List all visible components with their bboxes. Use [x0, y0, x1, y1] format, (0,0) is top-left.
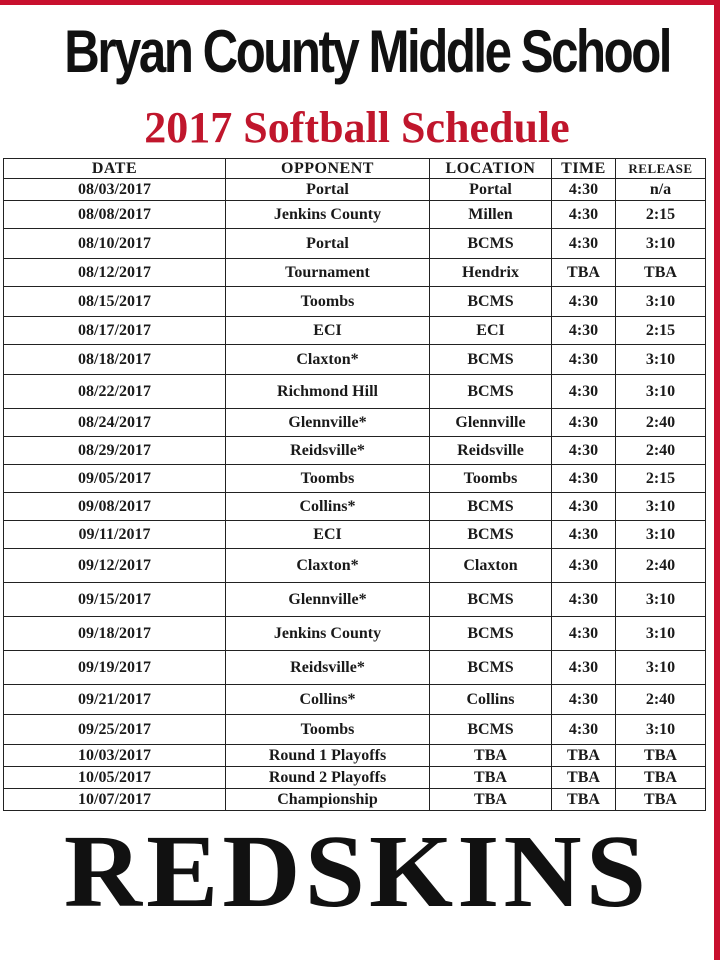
date-cell: 08/15/2017: [4, 287, 226, 317]
release-cell: 2:40: [616, 437, 706, 465]
table-row: [4, 789, 706, 811]
release-cell: 3:10: [616, 521, 706, 549]
table-row: [4, 521, 706, 549]
location-cell: BCMS: [430, 583, 552, 617]
column-header-release: RELEASE: [616, 159, 706, 179]
release-cell: 3:10: [616, 493, 706, 521]
location-cell: Reidsville: [430, 437, 552, 465]
release-cell: 3:10: [616, 375, 706, 409]
table-row: [4, 375, 706, 409]
time-cell: 4:30: [552, 651, 616, 685]
location-cell: TBA: [430, 745, 552, 767]
release-cell: n/a: [616, 179, 706, 201]
team-name: REDSKINS: [63, 814, 651, 929]
table-row: [4, 617, 706, 651]
table-row: [4, 745, 706, 767]
time-cell: 4:30: [552, 583, 616, 617]
location-cell: Collins: [430, 685, 552, 715]
release-cell: TBA: [616, 789, 706, 811]
date-cell: 09/15/2017: [4, 583, 226, 617]
location-cell: BCMS: [430, 493, 552, 521]
table-row: [4, 685, 706, 715]
date-cell: 08/22/2017: [4, 375, 226, 409]
time-cell: TBA: [552, 789, 616, 811]
time-cell: TBA: [552, 767, 616, 789]
school-title: Bryan County Middle School: [64, 18, 671, 85]
table-row: [4, 493, 706, 521]
location-cell: ECI: [430, 317, 552, 345]
opponent-cell: Claxton*: [226, 345, 430, 375]
opponent-cell: Reidsville*: [226, 437, 430, 465]
date-cell: 09/19/2017: [4, 651, 226, 685]
date-cell: 08/24/2017: [4, 409, 226, 437]
release-cell: 2:15: [616, 201, 706, 229]
opponent-cell: Toombs: [226, 287, 430, 317]
column-header-date: DATE: [4, 159, 226, 179]
table-row: [4, 465, 706, 493]
location-cell: BCMS: [430, 287, 552, 317]
location-cell: BCMS: [430, 521, 552, 549]
table-row: [4, 317, 706, 345]
location-cell: Glennville: [430, 409, 552, 437]
date-cell: 08/29/2017: [4, 437, 226, 465]
date-cell: 08/18/2017: [4, 345, 226, 375]
column-header-location: LOCATION: [430, 159, 552, 179]
date-cell: 09/18/2017: [4, 617, 226, 651]
time-cell: 4:30: [552, 493, 616, 521]
time-cell: 4:30: [552, 287, 616, 317]
opponent-cell: Toombs: [226, 715, 430, 745]
table-row: [4, 287, 706, 317]
time-cell: 4:30: [552, 345, 616, 375]
date-cell: 10/05/2017: [4, 767, 226, 789]
opponent-cell: ECI: [226, 521, 430, 549]
date-cell: 09/21/2017: [4, 685, 226, 715]
table-row: [4, 229, 706, 259]
location-cell: Hendrix: [430, 259, 552, 287]
release-cell: 2:15: [616, 465, 706, 493]
time-cell: TBA: [552, 745, 616, 767]
date-cell: 08/03/2017: [4, 179, 226, 201]
opponent-cell: Glennville*: [226, 409, 430, 437]
table-row: [4, 259, 706, 287]
table-row: [4, 549, 706, 583]
release-cell: 3:10: [616, 651, 706, 685]
time-cell: 4:30: [552, 465, 616, 493]
release-cell: 2:40: [616, 549, 706, 583]
location-cell: Millen: [430, 201, 552, 229]
table-row: [4, 651, 706, 685]
release-cell: 3:10: [616, 229, 706, 259]
schedule-body: [4, 179, 706, 811]
location-cell: BCMS: [430, 651, 552, 685]
release-cell: TBA: [616, 259, 706, 287]
time-cell: 4:30: [552, 549, 616, 583]
time-cell: 4:30: [552, 409, 616, 437]
opponent-cell: Collins*: [226, 493, 430, 521]
date-cell: 09/25/2017: [4, 715, 226, 745]
table-row: [4, 345, 706, 375]
date-cell: 08/08/2017: [4, 201, 226, 229]
date-cell: 09/08/2017: [4, 493, 226, 521]
date-cell: 10/07/2017: [4, 789, 226, 811]
date-cell: 08/12/2017: [4, 259, 226, 287]
location-cell: BCMS: [430, 715, 552, 745]
time-cell: 4:30: [552, 229, 616, 259]
date-cell: 08/17/2017: [4, 317, 226, 345]
opponent-cell: Reidsville*: [226, 651, 430, 685]
location-cell: TBA: [430, 789, 552, 811]
release-cell: 3:10: [616, 583, 706, 617]
release-cell: TBA: [616, 745, 706, 767]
time-cell: 4:30: [552, 617, 616, 651]
opponent-cell: Round 1 Playoffs: [226, 745, 430, 767]
release-cell: 3:10: [616, 345, 706, 375]
table-row: [4, 715, 706, 745]
time-cell: 4:30: [552, 715, 616, 745]
release-cell: 2:40: [616, 685, 706, 715]
table-row: [4, 179, 706, 201]
time-cell: 4:30: [552, 521, 616, 549]
release-cell: 3:10: [616, 715, 706, 745]
opponent-cell: Championship: [226, 789, 430, 811]
release-cell: 3:10: [616, 287, 706, 317]
location-cell: Claxton: [430, 549, 552, 583]
table-row: [4, 583, 706, 617]
location-cell: Toombs: [430, 465, 552, 493]
release-cell: 2:15: [616, 317, 706, 345]
schedule-table: [3, 158, 706, 811]
opponent-cell: Glennville*: [226, 583, 430, 617]
date-cell: 10/03/2017: [4, 745, 226, 767]
opponent-cell: Portal: [226, 229, 430, 259]
time-cell: 4:30: [552, 179, 616, 201]
schedule-title: 2017 Softball Schedule: [144, 103, 570, 152]
table-row: [4, 201, 706, 229]
time-cell: 4:30: [552, 201, 616, 229]
table-header-row: [4, 159, 706, 179]
time-cell: 4:30: [552, 317, 616, 345]
schedule-table-wrap: [3, 158, 705, 811]
opponent-cell: Jenkins County: [226, 201, 430, 229]
time-cell: 4:30: [552, 685, 616, 715]
opponent-cell: Jenkins County: [226, 617, 430, 651]
opponent-cell: Collins*: [226, 685, 430, 715]
opponent-cell: Claxton*: [226, 549, 430, 583]
opponent-cell: Richmond Hill: [226, 375, 430, 409]
table-row: [4, 437, 706, 465]
column-header-opponent: OPPONENT: [226, 159, 430, 179]
column-header-time: TIME: [552, 159, 616, 179]
date-cell: 09/05/2017: [4, 465, 226, 493]
release-cell: 2:40: [616, 409, 706, 437]
release-cell: TBA: [616, 767, 706, 789]
time-cell: TBA: [552, 259, 616, 287]
opponent-cell: Toombs: [226, 465, 430, 493]
date-cell: 09/11/2017: [4, 521, 226, 549]
time-cell: 4:30: [552, 437, 616, 465]
release-cell: 3:10: [616, 617, 706, 651]
location-cell: BCMS: [430, 375, 552, 409]
location-cell: Portal: [430, 179, 552, 201]
location-cell: TBA: [430, 767, 552, 789]
table-row: [4, 409, 706, 437]
location-cell: BCMS: [430, 229, 552, 259]
opponent-cell: Round 2 Playoffs: [226, 767, 430, 789]
opponent-cell: ECI: [226, 317, 430, 345]
location-cell: BCMS: [430, 617, 552, 651]
time-cell: 4:30: [552, 375, 616, 409]
opponent-cell: Tournament: [226, 259, 430, 287]
location-cell: BCMS: [430, 345, 552, 375]
date-cell: 08/10/2017: [4, 229, 226, 259]
date-cell: 09/12/2017: [4, 549, 226, 583]
table-row: [4, 767, 706, 789]
opponent-cell: Portal: [226, 179, 430, 201]
